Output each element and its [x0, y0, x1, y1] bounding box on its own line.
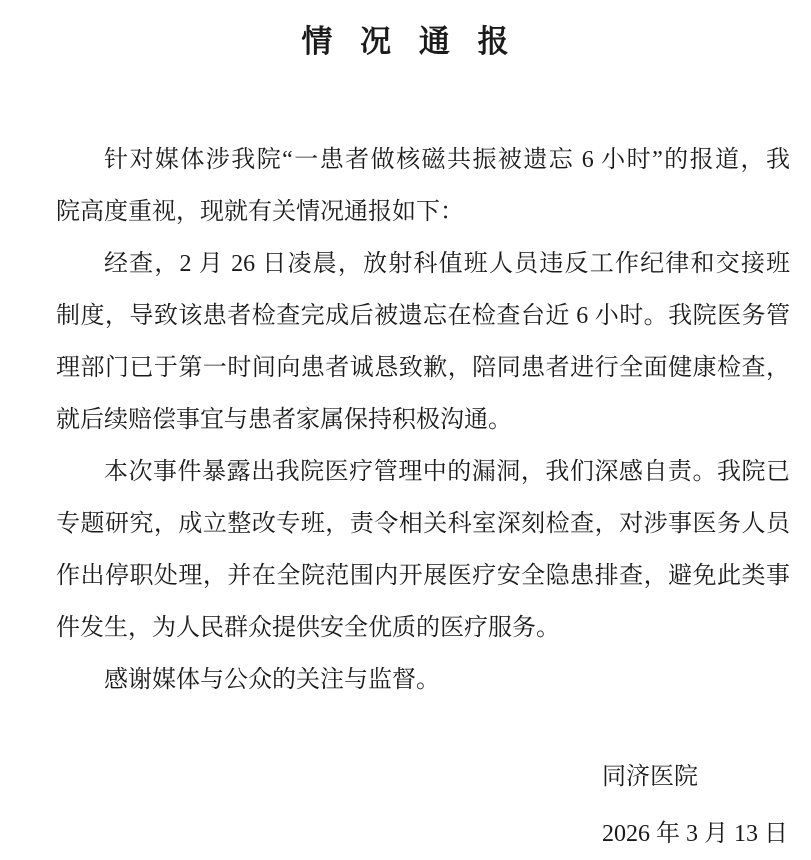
- paragraph-line: 制度，导致该患者检查完成后被遗忘在检查台近 6 小时。我院医务管: [56, 303, 790, 329]
- paragraph-line: 本次事件暴露出我院医疗管理中的漏洞，我们深感自责。我院已: [104, 459, 790, 485]
- paragraph-line: 件发生，为人民群众提供安全优质的医疗服务。: [56, 615, 560, 641]
- paragraph-line: 就后续赔偿事宜与患者家属保持积极沟通。: [56, 407, 512, 433]
- paragraph-line: 针对媒体涉我院“一患者做核磁共振被遗忘 6 小时”的报道，我: [104, 147, 790, 173]
- paragraph-line: 专题研究，成立整改专班，责令相关科室深刻检查，对涉事医务人员: [56, 511, 790, 537]
- document-title: 情 况 通 报: [301, 24, 510, 59]
- paragraph-line: 作出停职处理，并在全院范围内开展医疗安全隐患排查，避免此类事: [56, 563, 790, 589]
- paragraph-thanks: [56, 654, 790, 706]
- signature-date: 2026 年 3 月 13 日: [602, 821, 788, 847]
- paragraph-intro: [56, 134, 790, 238]
- paragraph-measures: [56, 446, 790, 654]
- paragraph-findings: [56, 238, 790, 446]
- signature-block: [56, 751, 790, 860]
- document-body: [0, 134, 811, 860]
- signature-org: 同济医院: [602, 764, 698, 790]
- paragraph-line: 理部门已于第一时间向患者诚恳致歉，陪同患者进行全面健康检查，: [56, 355, 790, 381]
- paragraph-line: 感谢媒体与公众的关注与监督。: [104, 667, 440, 693]
- paragraph-line: 经查，2 月 26 日凌晨，放射科值班人员违反工作纪律和交接班: [104, 251, 790, 277]
- paragraph-line: 院高度重视，现就有关情况通报如下：: [56, 199, 464, 225]
